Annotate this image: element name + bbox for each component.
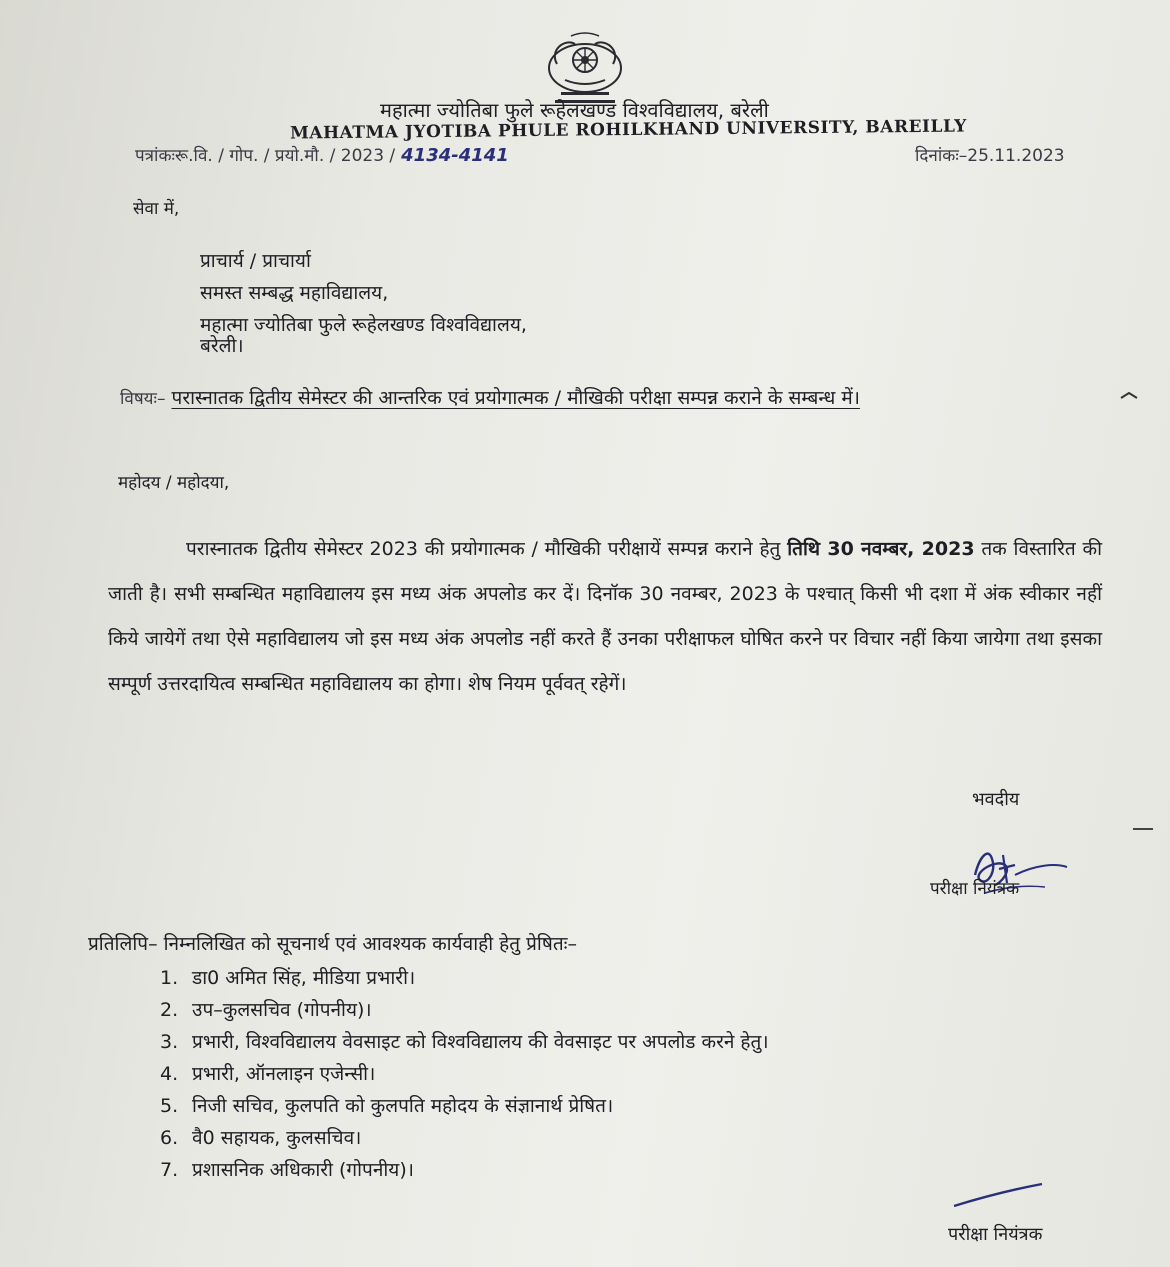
list-item-number: 7. <box>160 1159 179 1181</box>
recipient-line: समस्त सम्बद्ध महाविद्यालय, <box>200 282 389 304</box>
university-name-english: MAHATMA JYOTIBA PHULE ROHILKHAND UNIVERSITY, BAREILLY <box>289 116 968 144</box>
list-item-number: 5. <box>160 1095 179 1117</box>
list-item <box>160 1090 769 1122</box>
list-item-number: 2. <box>160 999 179 1021</box>
copy-to-heading: प्रतिलिपि– निम्नलिखित को सूचनार्थ एवं आवश्यक कार्यवाही हेतु प्रेषितः– <box>88 933 578 955</box>
recipient-line: प्राचार्य / प्राचार्या <box>200 250 311 272</box>
list-item-number: 1. <box>160 967 179 989</box>
body-text-part2: तक विस्तारित की जाती है। सभी सम्बन्धित महाविद्यालय इस मध्य अंक अपलोड कर दें। दिनॉक 30 नवम्बर, 2023 के पश्चात् किसी भी दशा में अंक स्वीकार नहीं किये जायेगें तथा ऐसे महाविद्यालय जो इस मध्य अंक अपलोड नहीं करते हैं उनका परीक्षाफल घोषित करने पर विचार नहीं किया जायेगा तथा इसका सम्पूर्ण उत्तरदायित्व सम्बन्धित महाविद्यालय का होगा। शेष नियम पूर्ववत् रहेगें। <box>108 538 1103 695</box>
closing-yours: भवदीय <box>972 789 1020 810</box>
list-item-number: 4. <box>160 1063 179 1085</box>
list-item-number: 3. <box>160 1031 179 1053</box>
list-item-text: प्रशासनिक अधिकारी (गोपनीय)। <box>192 1159 414 1181</box>
list-item <box>160 1058 769 1090</box>
list-item <box>160 962 769 994</box>
list-item-text: निजी सचिव, कुलपति को कुलपति महोदय के संज्ञानार्थ प्रेषित। <box>192 1095 614 1117</box>
salutation: महोदय / महोदया, <box>118 473 230 493</box>
list-item-text: प्रभारी, ऑनलाइन एजेन्सी। <box>192 1063 376 1085</box>
list-item <box>160 1122 769 1154</box>
reference-line <box>135 143 509 166</box>
list-item <box>160 994 769 1026</box>
letter-date: दिनांकः–25.11.2023 <box>915 146 1065 166</box>
body-paragraph <box>108 527 1102 707</box>
recipient-line: बरेली। <box>200 335 244 357</box>
copy-signatory-designation: परीक्षा नियंत्रक <box>948 1224 1043 1245</box>
list-item-text: प्रभारी, विश्वविद्यालय वेवसाइट को विश्वविद्यालय की वेवसाइट पर अपलोड करने हेतु। <box>192 1031 769 1053</box>
list-item-text: वै0 सहायक, कुलसचिव। <box>192 1127 362 1149</box>
reference-number: 4134-4141 <box>401 145 509 166</box>
recipient-line: महात्मा ज्योतिबा फुले रूहेलखण्ड विश्वविद्यालय, <box>200 314 527 336</box>
signatory-designation: परीक्षा नियंत्रक <box>930 879 1020 899</box>
subject-label: विषयः– <box>120 389 166 409</box>
subject-line <box>120 385 1110 412</box>
list-item-text: उप–कुलसचिव (गोपनीय)। <box>192 999 372 1021</box>
signature-stroke-icon <box>950 1180 1050 1210</box>
body-text-part1: परास्नातक द्वितीय सेमेस्टर 2023 की प्रयोगात्मक / मौखिकी परीक्षायें सम्पन्न कराने हेतु <box>186 538 781 560</box>
subject-text: परास्नातक द्वितीय सेमेस्टर की आन्तरिक एवं प्रयोगात्मक / मौखिकी परीक्षा सम्पन्न कराने के सम्बन्ध में। <box>171 387 860 409</box>
list-item <box>160 1154 769 1186</box>
pen-mark-icon <box>1120 392 1138 400</box>
list-item <box>160 1026 769 1058</box>
list-item-number: 6. <box>160 1127 179 1149</box>
salutation-to: सेवा में, <box>133 199 180 219</box>
university-name-hindi: महात्मा ज्योतिबा फुले रूहेलखण्ड विश्वविद्यालय, बरेली <box>380 98 769 122</box>
list-item-text: डा0 अमित सिंह, मीडिया प्रभारी। <box>192 967 416 989</box>
reference-prefix: पत्रांकःरू.वि. / गोप. / प्रयो.मौ. / 2023 / <box>135 146 396 166</box>
copy-to-list <box>160 962 769 1186</box>
body-deadline: तिथि 30 नवम्बर, 2023 <box>787 538 975 560</box>
stray-mark-icon <box>1132 825 1154 833</box>
